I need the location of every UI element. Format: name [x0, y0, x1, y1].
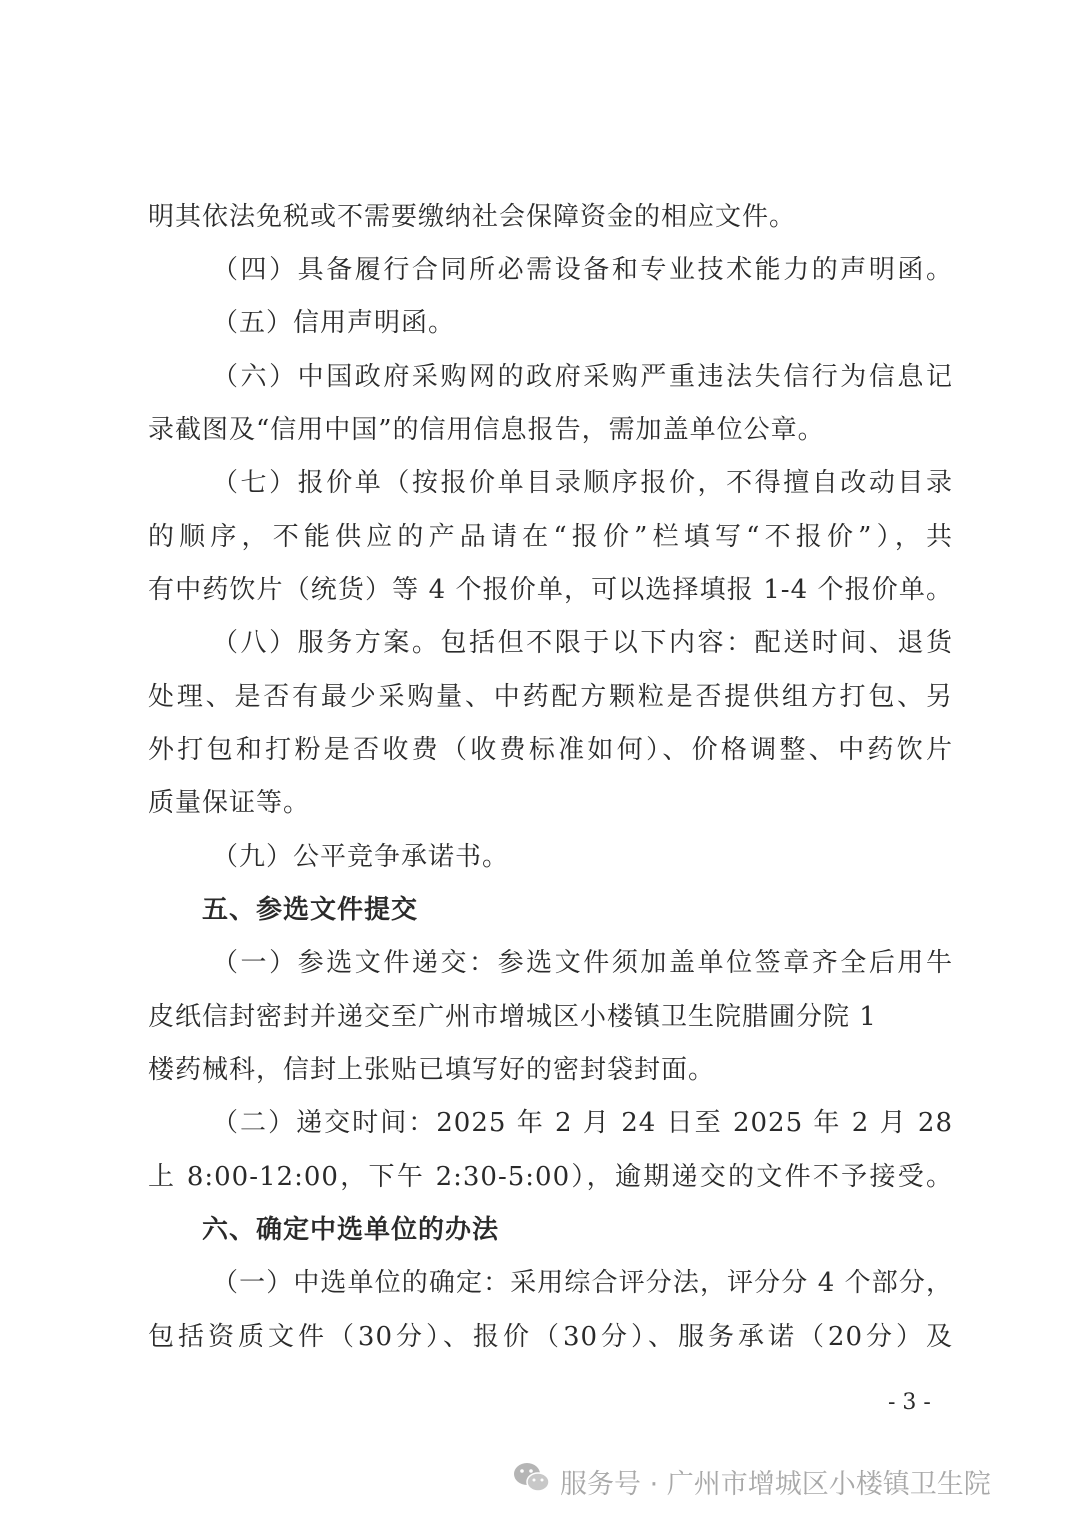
list-item-6-1: （一）中选单位的确定：采用综合评分法，评分分 4 个部分，	[212, 1268, 953, 1298]
list-item-8: （八）服务方案。包括但不限于以下内容：配送时间、退货	[212, 628, 953, 658]
paragraph-line: 包括资质文件（30分）、报价（30分）、服务承诺（20分）及	[148, 1322, 953, 1352]
list-item-5: （五）信用声明函。	[212, 308, 456, 338]
paragraph-line: 皮纸信封密封并递交至广州市增城区小楼镇卫生院腊圃分院 1	[148, 1002, 877, 1032]
watermark-text: 服务号 · 广州市增城区小楼镇卫生院	[560, 1469, 991, 1500]
paragraph-line: 楼药械科，信封上张贴已填写好的密封袋封面。	[148, 1055, 716, 1085]
paragraph-line: 处理、是否有最少采购量、中药配方颗粒是否提供组方打包、另	[148, 682, 953, 712]
paragraph-line: 外打包和打粉是否收费（收费标准如何）、价格调整、中药饮片	[148, 735, 953, 765]
list-item-5-1: （一）参选文件递交：参选文件须加盖单位签章齐全后用牛	[212, 948, 953, 978]
paragraph-line: 上 8:00-12:00，下午 2:30-5:00），逾期递交的文件不予接受。	[148, 1162, 953, 1192]
paragraph-line: 明其依法免税或不需要缴纳社会保障资金的相应文件。	[148, 202, 797, 232]
list-item-9: （九）公平竞争承诺书。	[212, 842, 510, 872]
section-heading-6: 六、确定中选单位的办法	[202, 1215, 500, 1245]
paragraph-line: 录截图及“信用中国”的信用信息报告，需加盖单位公章。	[148, 415, 825, 445]
list-item-5-2: （二）递交时间：2025 年 2 月 24 日至 2025 年 2 月 28	[212, 1108, 953, 1138]
page-number: - 3 -	[888, 1390, 931, 1415]
watermark	[512, 1460, 991, 1503]
list-item-7: （七）报价单（按报价单目录顺序报价，不得擅自改动目录	[212, 468, 953, 498]
wechat-icon	[512, 1460, 552, 1503]
section-heading-5: 五、参选文件提交	[202, 895, 419, 925]
list-item-6: （六）中国政府采购网的政府采购严重违法失信行为信息记	[212, 362, 953, 392]
paragraph-line: 的顺序，不能供应的产品请在“报价”栏填写“不报价”），共	[148, 522, 953, 552]
paragraph-line: 质量保证等。	[148, 788, 311, 818]
paragraph-line: 有中药饮片（统货）等 4 个报价单，可以选择填报 1-4 个报价单。	[148, 575, 953, 605]
list-item-4: （四）具备履行合同所必需设备和专业技术能力的声明函。	[212, 255, 953, 285]
